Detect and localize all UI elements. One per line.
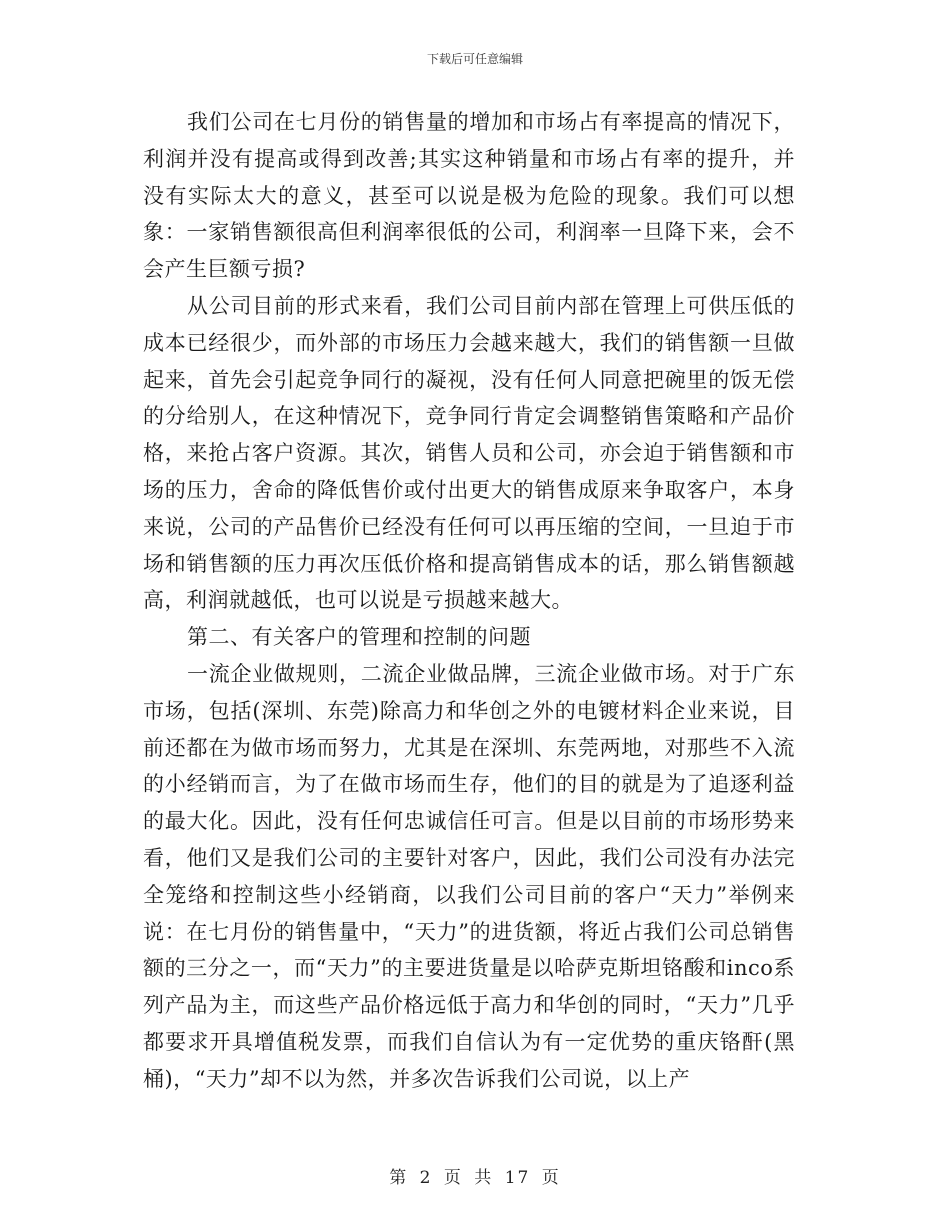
- paragraph-market-pressure: 从公司目前的形式来看，我们公司目前内部在管理上可供压低的成本已经很少，而外部的市场压力会越来越大，我们的销售额一旦做起来，首先会引起竞争同行的凝视，没有任何人同意把碗里的饭无偿的分给别人，在这种情况下，竞争同行肯定会调整销售策略和产品价格，来抢占客户资源。其次，销售人员和公司，亦会迫于销售额和市场的压力，舍命的降低售价或付出更大的销售成原来争取客户，本身来说，公司的产品售价已经没有任何可以再压缩的空间，一旦迫于市场和销售额的压力再次压低价格和提高销售成本的话，那么销售额越高，利润就越低，也可以说是亏损越来越大。: [143, 293, 795, 613]
- page-header-note: 下载后可任意编辑: [426, 52, 523, 66]
- section-heading-customer-management: 第二、有关客户的管理和控制的问题: [187, 625, 531, 650]
- document-body: [143, 104, 795, 1098]
- paragraph-customer-control: 一流企业做规则，二流企业做品牌，三流企业做市场。对于广东市场，包括(深圳、东莞)除高力和华创之外的电镀材料企业来说，目前还都在为做市场而努力，尤其是在深圳、东莞两地，对那些不入流的小经销而言，为了在做市场而生存，他们的目的就是为了追逐利益的最大化。因此，没有任何忠诚信任可言。但是以目前的市场形势来看，他们又是我们公司的主要针对客户，因此，我们公司没有办法完全笼络和控制这些小经销商，以我们公司目前的客户“天力”举例来说：在七月份的销售量中，“天力”的进货额，将近占我们公司总销售额的三分之一，而“天力”的主要进货量是以哈萨克斯坦铬酸和inco系列产品为主，而这些产品价格远低于高力和华创的同时，“天力”几乎都要求开具增值税发票，而我们自信认为有一定优势的重庆铬酐(黑桶)，“天力”却不以为然，并多次告诉我们公司说，以上产: [143, 661, 795, 1091]
- paragraph-sales-profit: 我们公司在七月份的销售量的增加和市场占有率提高的情况下，利润并没有提高或得到改善;其实这种销量和市场占有率的提升，并没有实际太大的意义，甚至可以说是极为危险的现象。我们可以想象：一家销售额很高但利润率很低的公司，利润率一旦降下来，会不会产生巨额亏损?: [143, 110, 795, 282]
- page-number: 第 2 页 共 17 页: [389, 1168, 561, 1188]
